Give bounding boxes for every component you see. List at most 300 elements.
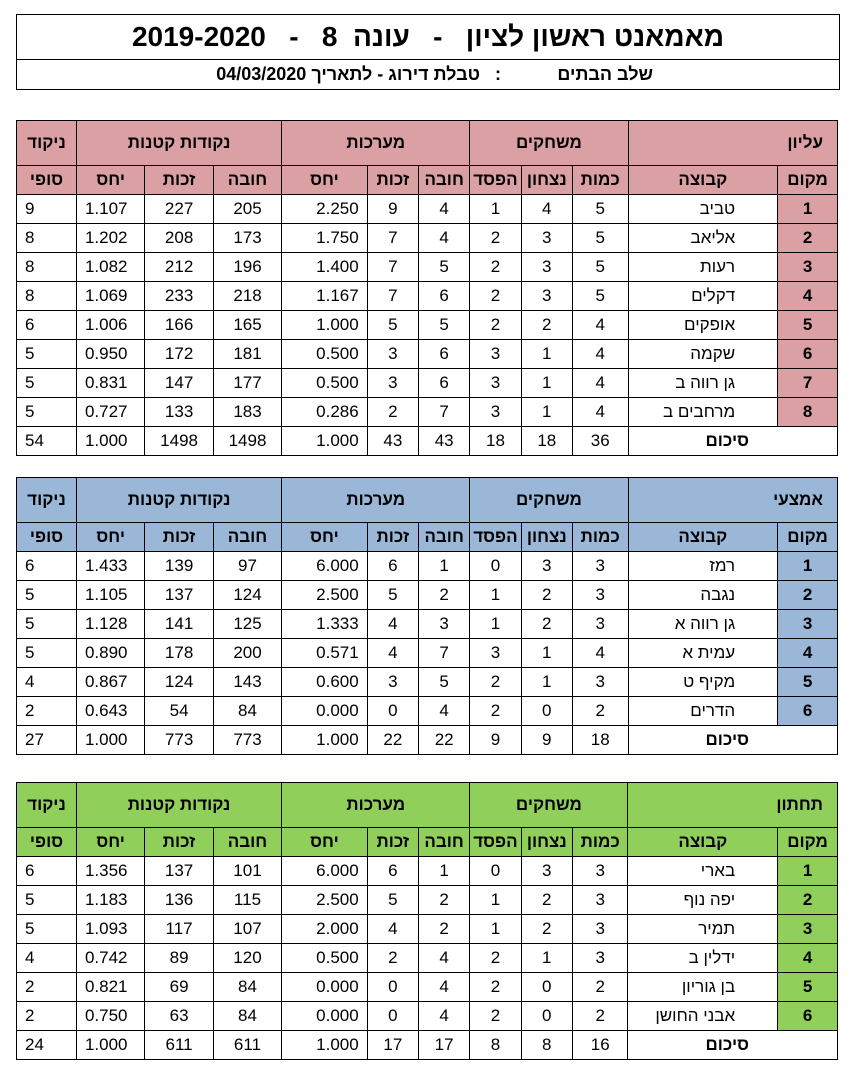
sets-ratio-cell: 1.750	[282, 224, 368, 253]
final-cell: 6	[17, 552, 77, 581]
points-lost-cell: 120	[213, 944, 281, 973]
subheader-row	[17, 828, 838, 857]
final-cell: 6	[17, 857, 77, 886]
stage-label: שלב הבתים	[557, 64, 653, 84]
sets-ratio-cell: 2.500	[282, 581, 368, 610]
final-cell: 2	[17, 697, 77, 726]
points-group-header: נקודות קטנות	[76, 783, 281, 828]
sets-ratio-cell: 1.167	[282, 282, 368, 311]
played-cell: 4	[572, 311, 628, 340]
team-cell: בארי	[628, 857, 778, 886]
sets-ratio-cell: 0.000	[282, 973, 368, 1002]
played-cell: 5	[572, 253, 628, 282]
sets-won-cell: 0	[367, 973, 418, 1002]
final-cell: 5	[17, 610, 77, 639]
score-group-header: ניקוד	[17, 121, 77, 166]
total-points-won-cell: 1498	[145, 427, 213, 456]
column-header-points-lost: חובה	[213, 828, 281, 857]
rank-cell: 3	[778, 253, 838, 282]
points-won-cell: 233	[145, 282, 213, 311]
points-ratio-cell: 1.107	[76, 195, 144, 224]
sets-won-cell: 3	[367, 369, 418, 398]
points-lost-cell: 84	[213, 697, 281, 726]
lost-cell: 2	[470, 282, 521, 311]
team-cell: גן רווה א	[628, 610, 778, 639]
rank-cell: 4	[778, 639, 838, 668]
total-row	[17, 726, 838, 755]
table-row	[17, 1002, 838, 1031]
sets-group-header: מערכות	[282, 783, 470, 828]
played-cell: 3	[572, 581, 628, 610]
team-cell: ידלין ב	[628, 944, 778, 973]
points-ratio-cell: 1.006	[76, 311, 144, 340]
total-won-cell: 8	[521, 1031, 572, 1060]
points-lost-cell: 115	[213, 886, 281, 915]
sets-lost-cell: 7	[419, 398, 470, 427]
team-cell: יפה נוף	[628, 886, 778, 915]
total-points-won-cell: 611	[145, 1031, 213, 1060]
sets-ratio-cell: 0.500	[282, 944, 368, 973]
sets-won-cell: 4	[367, 610, 418, 639]
points-lost-cell: 183	[213, 398, 281, 427]
points-won-cell: 124	[145, 668, 213, 697]
column-header-final: סופי	[17, 523, 77, 552]
table-row	[17, 668, 838, 697]
lost-cell: 2	[470, 253, 521, 282]
points-ratio-cell: 0.643	[76, 697, 144, 726]
points-won-cell: 63	[145, 1002, 213, 1031]
team-cell: עמית א	[628, 639, 778, 668]
column-header-points-ratio: יחס	[76, 523, 144, 552]
table-row	[17, 697, 838, 726]
points-ratio-cell: 0.867	[76, 668, 144, 697]
sets-ratio-cell: 0.500	[282, 369, 368, 398]
lost-cell: 3	[470, 398, 521, 427]
total-final-cell: 24	[17, 1031, 77, 1060]
points-lost-cell: 101	[213, 857, 281, 886]
table-row	[17, 552, 838, 581]
played-cell: 3	[572, 668, 628, 697]
sets-lost-cell: 5	[419, 311, 470, 340]
column-header-points-lost: חובה	[213, 523, 281, 552]
team-cell: אבני החושן	[628, 1002, 778, 1031]
points-ratio-cell: 0.831	[76, 369, 144, 398]
sets-lost-cell: 2	[418, 915, 469, 944]
sets-ratio-cell: 0.000	[282, 1002, 368, 1031]
lost-cell: 3	[470, 369, 521, 398]
header-row	[17, 121, 838, 166]
sets-lost-cell: 1	[418, 857, 469, 886]
played-cell: 2	[572, 973, 628, 1002]
won-cell: 2	[521, 311, 572, 340]
column-header-sets-lost: חובה	[419, 166, 470, 195]
rank-cell: 2	[778, 886, 838, 915]
rank-cell: 6	[778, 697, 838, 726]
played-cell: 3	[572, 552, 628, 581]
won-cell: 3	[521, 282, 572, 311]
won-cell: 1	[521, 639, 572, 668]
points-won-cell: 89	[145, 944, 213, 973]
final-cell: 5	[17, 915, 77, 944]
column-header-sets-lost: חובה	[419, 523, 470, 552]
final-cell: 5	[17, 639, 77, 668]
won-cell: 2	[521, 581, 572, 610]
sets-won-cell: 2	[367, 944, 418, 973]
total-sets-ratio-cell: 1.000	[282, 427, 368, 456]
report-subtitle	[16, 59, 840, 90]
won-cell: 3	[521, 552, 572, 581]
total-points-ratio-cell: 1.000	[76, 427, 144, 456]
team-cell: גן רווה ב	[628, 369, 778, 398]
points-lost-cell: 143	[213, 668, 281, 697]
sets-won-cell: 5	[367, 311, 418, 340]
won-cell: 2	[521, 610, 572, 639]
sets-ratio-cell: 2.000	[282, 915, 368, 944]
final-cell: 8	[17, 282, 77, 311]
table-row	[17, 224, 838, 253]
points-won-cell: 178	[145, 639, 213, 668]
lost-cell: 0	[470, 857, 521, 886]
column-header-rank: מקום	[778, 166, 838, 195]
played-cell: 5	[572, 224, 628, 253]
games-group-header: משחקים	[470, 121, 628, 166]
rank-cell: 6	[778, 340, 838, 369]
played-cell: 3	[572, 915, 628, 944]
points-won-cell: 54	[145, 697, 213, 726]
table-row	[17, 886, 838, 915]
total-won-cell: 18	[521, 427, 572, 456]
won-cell: 1	[521, 369, 572, 398]
column-header-played: כמות	[572, 523, 628, 552]
points-ratio-cell: 1.183	[76, 886, 144, 915]
table-row	[17, 369, 838, 398]
points-won-cell: 141	[145, 610, 213, 639]
total-sets-ratio-cell: 1.000	[282, 726, 368, 755]
sets-ratio-cell: 6.000	[282, 857, 368, 886]
rank-cell: 4	[778, 282, 838, 311]
points-ratio-cell: 0.950	[76, 340, 144, 369]
points-won-cell: 139	[145, 552, 213, 581]
played-cell: 3	[572, 857, 628, 886]
column-header-sets-ratio: יחס	[282, 828, 368, 857]
sets-lost-cell: 5	[419, 253, 470, 282]
rank-cell: 7	[778, 369, 838, 398]
points-lost-cell: 205	[213, 195, 281, 224]
total-label: סיכום	[628, 726, 838, 755]
team-cell: בן גוריון	[628, 973, 778, 1002]
lost-cell: 3	[470, 639, 521, 668]
sets-lost-cell: 7	[419, 639, 470, 668]
lost-cell: 3	[470, 340, 521, 369]
sets-lost-cell: 3	[419, 610, 470, 639]
sets-lost-cell: 4	[418, 1002, 469, 1031]
table-row	[17, 973, 838, 1002]
column-header-points-lost: חובה	[213, 166, 281, 195]
lost-cell: 2	[470, 944, 521, 973]
total-sets-lost-cell: 22	[419, 726, 470, 755]
subheader-row	[17, 166, 838, 195]
header-row	[17, 783, 838, 828]
column-header-lost: הפסד	[470, 166, 521, 195]
won-cell: 3	[521, 224, 572, 253]
points-lost-cell: 181	[213, 340, 281, 369]
won-cell: 3	[521, 253, 572, 282]
final-cell: 9	[17, 195, 77, 224]
won-cell: 2	[521, 886, 572, 915]
total-sets-lost-cell: 43	[419, 427, 470, 456]
rank-cell: 2	[778, 581, 838, 610]
points-ratio-cell: 0.742	[76, 944, 144, 973]
total-row	[17, 1031, 838, 1060]
points-ratio-cell: 1.202	[76, 224, 144, 253]
sets-ratio-cell: 6.000	[282, 552, 368, 581]
total-played-cell: 16	[572, 1031, 628, 1060]
won-cell: 1	[521, 944, 572, 973]
sets-lost-cell: 4	[419, 697, 470, 726]
rank-cell: 8	[778, 398, 838, 427]
won-cell: 1	[521, 668, 572, 697]
played-cell: 3	[572, 610, 628, 639]
column-header-team: קבוצה	[628, 828, 778, 857]
column-header-points-won: זכות	[145, 166, 213, 195]
table-row	[17, 610, 838, 639]
rank-cell: 3	[778, 610, 838, 639]
sets-lost-cell: 4	[419, 195, 470, 224]
column-header-played: כמות	[572, 828, 628, 857]
final-cell: 2	[17, 1002, 77, 1031]
column-header-sets-ratio: יחס	[282, 166, 368, 195]
points-ratio-cell: 1.128	[76, 610, 144, 639]
sets-won-cell: 0	[367, 1002, 418, 1031]
played-cell: 4	[572, 340, 628, 369]
sets-ratio-cell: 1.333	[282, 610, 368, 639]
played-cell: 4	[572, 369, 628, 398]
sets-lost-cell: 5	[419, 668, 470, 697]
score-group-header: ניקוד	[17, 478, 77, 523]
total-won-cell: 9	[521, 726, 572, 755]
league-name: תחתון	[628, 783, 838, 828]
total-lost-cell: 8	[470, 1031, 521, 1060]
column-header-sets-lost: חובה	[418, 828, 469, 857]
column-header-final: סופי	[17, 828, 77, 857]
points-group-header: נקודות קטנות	[76, 121, 281, 166]
column-header-rank: מקום	[778, 523, 838, 552]
sets-ratio-cell: 0.571	[282, 639, 368, 668]
points-won-cell: 172	[145, 340, 213, 369]
column-header-team: קבוצה	[628, 166, 778, 195]
points-lost-cell: 200	[213, 639, 281, 668]
sets-lost-cell: 2	[419, 581, 470, 610]
sets-lost-cell: 6	[419, 340, 470, 369]
lost-cell: 1	[470, 610, 521, 639]
league-table-0	[16, 120, 838, 456]
points-ratio-cell: 1.069	[76, 282, 144, 311]
league-name: עליון	[628, 121, 838, 166]
rank-cell: 5	[778, 311, 838, 340]
subheader-row	[17, 523, 838, 552]
team-cell: אופקים	[628, 311, 778, 340]
column-header-played: כמות	[572, 166, 628, 195]
team-cell: רמז	[628, 552, 778, 581]
points-lost-cell: 84	[213, 973, 281, 1002]
points-won-cell: 227	[145, 195, 213, 224]
column-header-lost: הפסד	[470, 523, 521, 552]
column-header-sets-won: זכות	[367, 523, 418, 552]
table-row	[17, 857, 838, 886]
sets-lost-cell: 4	[418, 944, 469, 973]
rank-cell: 4	[778, 944, 838, 973]
column-header-points-won: זכות	[145, 828, 213, 857]
table-row	[17, 639, 838, 668]
points-ratio-cell: 0.890	[76, 639, 144, 668]
score-group-header: ניקוד	[17, 783, 77, 828]
lost-cell: 2	[470, 668, 521, 697]
points-lost-cell: 124	[213, 581, 281, 610]
sets-ratio-cell: 1.000	[282, 311, 368, 340]
total-points-lost-cell: 1498	[213, 427, 281, 456]
final-cell: 8	[17, 224, 77, 253]
sets-won-cell: 6	[367, 857, 418, 886]
points-won-cell: 137	[145, 857, 213, 886]
table-row	[17, 340, 838, 369]
points-lost-cell: 107	[213, 915, 281, 944]
column-header-points-ratio: יחס	[76, 166, 144, 195]
total-sets-won-cell: 17	[367, 1031, 418, 1060]
played-cell: 5	[572, 195, 628, 224]
team-cell: אליאב	[628, 224, 778, 253]
sets-group-header: מערכות	[282, 478, 470, 523]
sets-won-cell: 5	[367, 581, 418, 610]
sets-won-cell: 5	[367, 886, 418, 915]
sets-won-cell: 7	[367, 224, 418, 253]
points-won-cell: 147	[145, 369, 213, 398]
report-title	[16, 14, 840, 60]
sets-won-cell: 4	[367, 639, 418, 668]
total-sets-lost-cell: 17	[418, 1031, 469, 1060]
played-cell: 3	[572, 944, 628, 973]
points-lost-cell: 97	[213, 552, 281, 581]
won-cell: 1	[521, 398, 572, 427]
points-ratio-cell: 1.082	[76, 253, 144, 282]
points-won-cell: 166	[145, 311, 213, 340]
column-header-sets-won: זכות	[367, 166, 418, 195]
sets-lost-cell: 6	[419, 282, 470, 311]
played-cell: 5	[572, 282, 628, 311]
team-cell: רעות	[628, 253, 778, 282]
team-cell: נגבה	[628, 581, 778, 610]
points-won-cell: 136	[145, 886, 213, 915]
ranking-date-label: : טבלת דירוג - לתאריך 04/03/2020	[216, 64, 501, 84]
final-cell: 5	[17, 369, 77, 398]
total-points-lost-cell: 611	[213, 1031, 281, 1060]
column-header-rank: מקום	[778, 828, 838, 857]
total-points-ratio-cell: 1.000	[76, 1031, 144, 1060]
total-points-lost-cell: 773	[213, 726, 281, 755]
sets-ratio-cell: 0.000	[282, 697, 368, 726]
points-ratio-cell: 1.093	[76, 915, 144, 944]
lost-cell: 2	[470, 1002, 521, 1031]
sets-group-header: מערכות	[282, 121, 470, 166]
rank-cell: 1	[778, 857, 838, 886]
lost-cell: 1	[470, 915, 521, 944]
won-cell: 1	[521, 340, 572, 369]
column-header-sets-ratio: יחס	[282, 523, 368, 552]
played-cell: 2	[572, 1002, 628, 1031]
won-cell: 3	[521, 857, 572, 886]
table-row	[17, 581, 838, 610]
points-ratio-cell: 1.105	[76, 581, 144, 610]
points-won-cell: 133	[145, 398, 213, 427]
points-ratio-cell: 0.727	[76, 398, 144, 427]
played-cell: 2	[572, 697, 628, 726]
won-cell: 0	[521, 697, 572, 726]
games-group-header: משחקים	[470, 783, 628, 828]
total-final-cell: 54	[17, 427, 77, 456]
total-lost-cell: 18	[470, 427, 521, 456]
lost-cell: 1	[470, 581, 521, 610]
final-cell: 4	[17, 668, 77, 697]
sets-ratio-cell: 0.500	[282, 340, 368, 369]
final-cell: 6	[17, 311, 77, 340]
lost-cell: 0	[470, 552, 521, 581]
points-won-cell: 212	[145, 253, 213, 282]
won-cell: 0	[521, 973, 572, 1002]
sets-won-cell: 3	[367, 340, 418, 369]
final-cell: 5	[17, 398, 77, 427]
total-sets-won-cell: 22	[367, 726, 418, 755]
lost-cell: 1	[470, 886, 521, 915]
total-label: סיכום	[628, 1031, 838, 1060]
points-won-cell: 208	[145, 224, 213, 253]
total-sets-won-cell: 43	[367, 427, 418, 456]
column-header-team: קבוצה	[628, 523, 778, 552]
points-won-cell: 69	[145, 973, 213, 1002]
sets-ratio-cell: 0.600	[282, 668, 368, 697]
total-final-cell: 27	[17, 726, 77, 755]
rank-cell: 5	[778, 973, 838, 1002]
points-lost-cell: 165	[213, 311, 281, 340]
sets-won-cell: 3	[367, 668, 418, 697]
sets-won-cell: 4	[367, 915, 418, 944]
sets-won-cell: 7	[367, 282, 418, 311]
points-ratio-cell: 0.821	[76, 973, 144, 1002]
points-ratio-cell: 1.356	[76, 857, 144, 886]
column-header-won: נצחון	[521, 523, 572, 552]
points-ratio-cell: 0.750	[76, 1002, 144, 1031]
sets-lost-cell: 2	[418, 886, 469, 915]
table-row	[17, 398, 838, 427]
lost-cell: 1	[470, 195, 521, 224]
lost-cell: 2	[470, 224, 521, 253]
final-cell: 4	[17, 944, 77, 973]
sets-won-cell: 0	[367, 697, 418, 726]
points-won-cell: 137	[145, 581, 213, 610]
points-lost-cell: 84	[213, 1002, 281, 1031]
total-label: סיכום	[628, 427, 838, 456]
team-cell: שקמה	[628, 340, 778, 369]
league-table-1	[16, 477, 838, 755]
rank-cell: 1	[778, 552, 838, 581]
points-lost-cell: 125	[213, 610, 281, 639]
rank-cell: 2	[778, 224, 838, 253]
sets-ratio-cell: 0.286	[282, 398, 368, 427]
total-played-cell: 36	[572, 427, 628, 456]
column-header-final: סופי	[17, 166, 77, 195]
rank-cell: 5	[778, 668, 838, 697]
played-cell: 4	[572, 398, 628, 427]
points-lost-cell: 173	[213, 224, 281, 253]
sets-ratio-cell: 2.500	[282, 886, 368, 915]
